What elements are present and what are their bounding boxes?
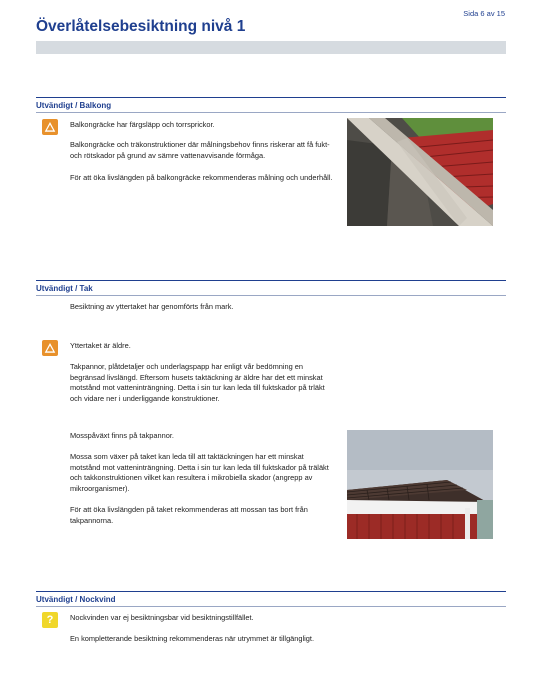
question-mark-icon: ? — [42, 612, 58, 628]
balcony-photo — [347, 118, 493, 226]
page-title: Överlåtelsebesiktning nivå 1 — [36, 18, 246, 35]
section-underline — [36, 295, 506, 296]
paragraph: För att öka livslängden på taket rekommenderas att mossan tas bort från takpannorna. — [70, 505, 308, 525]
paragraph: Balkongräcke och träkonstruktioner där målningsbehov finns riskerar att få fukt- och rötskador på grund av sämre vattenavvisande förmåga. — [70, 140, 330, 160]
section-divider — [36, 591, 506, 592]
paragraph: Yttertaket är äldre. — [70, 341, 131, 350]
section-heading: Utvändigt / Tak — [36, 284, 93, 293]
section-heading: Utvändigt / Nockvind — [36, 595, 116, 604]
paragraph: Mosspåväxt finns på takpannor. — [70, 431, 174, 440]
paragraph: Besiktning av yttertaket har genomförts från mark. — [70, 302, 234, 311]
paragraph: Balkongräcke har färgsläpp och torrsprickor. — [70, 120, 215, 129]
page-number: Sida 6 av 15 — [463, 9, 505, 18]
paragraph: Takpannor, plåtdetaljer och underlagspapp har enligt vår bedömning en begränsad livslängd. Eftersom husets taktäckning är äldre har det ett minskat motstånd mot vatteninträngning. Detta i sin tur kan leda till fuktskador på trläkt och vidare ner i underliggande konstruktioner. — [70, 362, 325, 403]
section-divider — [36, 97, 506, 98]
section-underline — [36, 606, 506, 607]
section-divider — [36, 280, 506, 281]
paragraph: För att öka livslängden på balkongräcke rekommenderas målning och underhåll. — [70, 173, 333, 182]
warning-triangle-icon — [42, 340, 58, 356]
section-underline — [36, 112, 506, 113]
warning-triangle-icon — [42, 119, 58, 135]
section-heading: Utvändigt / Balkong — [36, 101, 112, 110]
paragraph: En kompletterande besiktning rekommenderas när utrymmet är tillgängligt. — [70, 634, 315, 643]
roof-photo — [347, 430, 493, 539]
paragraph: Nockvinden var ej besiktningsbar vid besiktningstillfället. — [70, 613, 254, 622]
gray-bar — [36, 41, 506, 54]
paragraph: Mossa som växer på taket kan leda till att taktäckningen har ett minskat motstånd mot vatteninträngning. Detta i sin tur kan leda till fuktskador på träläkt och takkonstruktionen vilket kan resultera i mikrobiella skador (angrepp av mikroorganismer). — [70, 452, 329, 493]
